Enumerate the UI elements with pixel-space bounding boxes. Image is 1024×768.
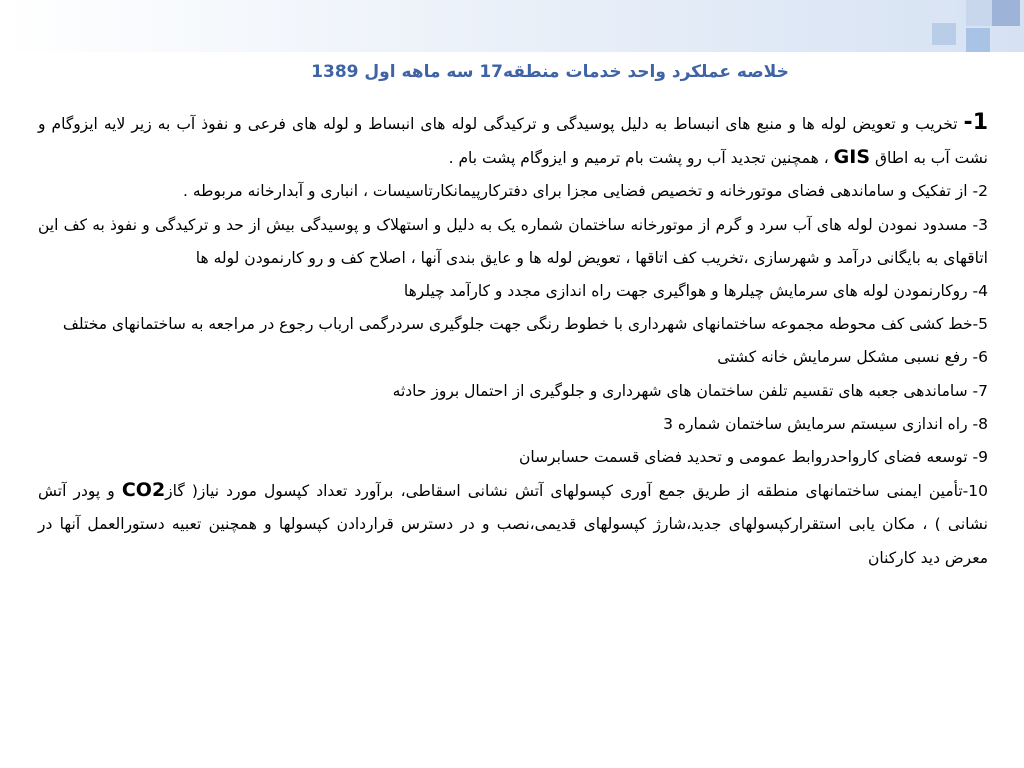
item-text: 10-تأمین ایمنی ساختمانهای منطقه از طریق جمع آوری کپسولهای آتش نشانی اسقاطی، برآورد تعداد کپسول مورد نیاز( گاز — [165, 482, 988, 501]
list-item-6: 6- رفع نسبی مشکل سرمایش خانه کشتی — [717, 348, 988, 367]
slide-body — [38, 106, 988, 706]
decorative-square — [992, 28, 1006, 42]
item-number: 1- — [963, 110, 988, 135]
decorative-square — [966, 0, 994, 26]
list-item-5: 5-خط کشی کف محوطه مجموعه ساختمانهای شهرداری با خطوط رنگی جهت جلوگیری سردرگمی ارباب رجوع در مراجعه به ساختمانهای مختلف — [62, 315, 988, 334]
header-gradient-bar — [0, 0, 1024, 52]
item-text: تخریب و تعویض لوله ها و منبع های انبساط به دلیل پوسیدگی و ترکیدگی لوله های انبساط و لوله های فرعی و نفوذ آب به زیر لایه ایزوگام و نشت آب به اطاق — [38, 115, 988, 168]
list-item-9: 9- توسعه فضای کارواحدروابط عمومی و تحدید فضای قسمت حسابرسان — [518, 448, 988, 467]
decorative-square — [932, 23, 956, 45]
slide-title: خلاصه عملکرد واحد خدمات منطقه17 سه ماهه اول 1389 — [311, 62, 789, 82]
decorative-square — [966, 28, 990, 52]
item-text: و پودر آتش نشانی ) ، مکان یابی استقرارکپسولهای جدید،شارژ کپسولهای قدیمی،نصب و در دسترس قراردادن کپسولها و همچنین تعبیه دستورالعمل آنها در معرض دید کارکنان — [38, 482, 988, 567]
item-term: CO2 — [121, 479, 166, 502]
list-item-4: 4- روکارنمودن لوله های سرمایش چیلرها و هواگیری جهت راه اندازی مجدد و کارآمد چیلرها — [403, 282, 988, 301]
item-term: GIS — [833, 146, 871, 169]
list-item-7: 7- ساماندهی جعبه های تقسیم تلفن ساختمان های شهرداری و جلوگیری از احتمال بروز حادثه — [392, 381, 988, 400]
list-item-3: 3- مسدود نمودن لوله های آب سرد و گرم از موتورخانه ساختمان شماره یک به دلیل و استهلاک و پوسیدگی بیش از حد و ترکیدگی و نفوذ به کف این اتاقهای به بایگانی درآمد و شهرسازی ،تخریب کف اتاقها ، تعویض لوله ها و عایق بندی آنها ، اصلاح کف و رو کارنمودن لوله ها — [38, 215, 988, 267]
decorative-square — [992, 0, 1020, 26]
list-item-2: 2- از تفکیک و ساماندهی فضای موتورخانه و تخصیص فضایی مجزا برای دفترکارپیمانکارتاسیسات ، انباری و آبدارخانه مربوطه . — [183, 182, 988, 201]
list-item-1 — [38, 106, 988, 175]
list-item-8: 8- راه اندازی سیستم سرمایش ساختمان شماره 3 — [663, 414, 988, 433]
item-text: ، همچنین تجدید آب رو پشت بام ترمیم و ایزوگام پشت بام . — [448, 149, 834, 168]
list-item-10 — [38, 474, 988, 575]
